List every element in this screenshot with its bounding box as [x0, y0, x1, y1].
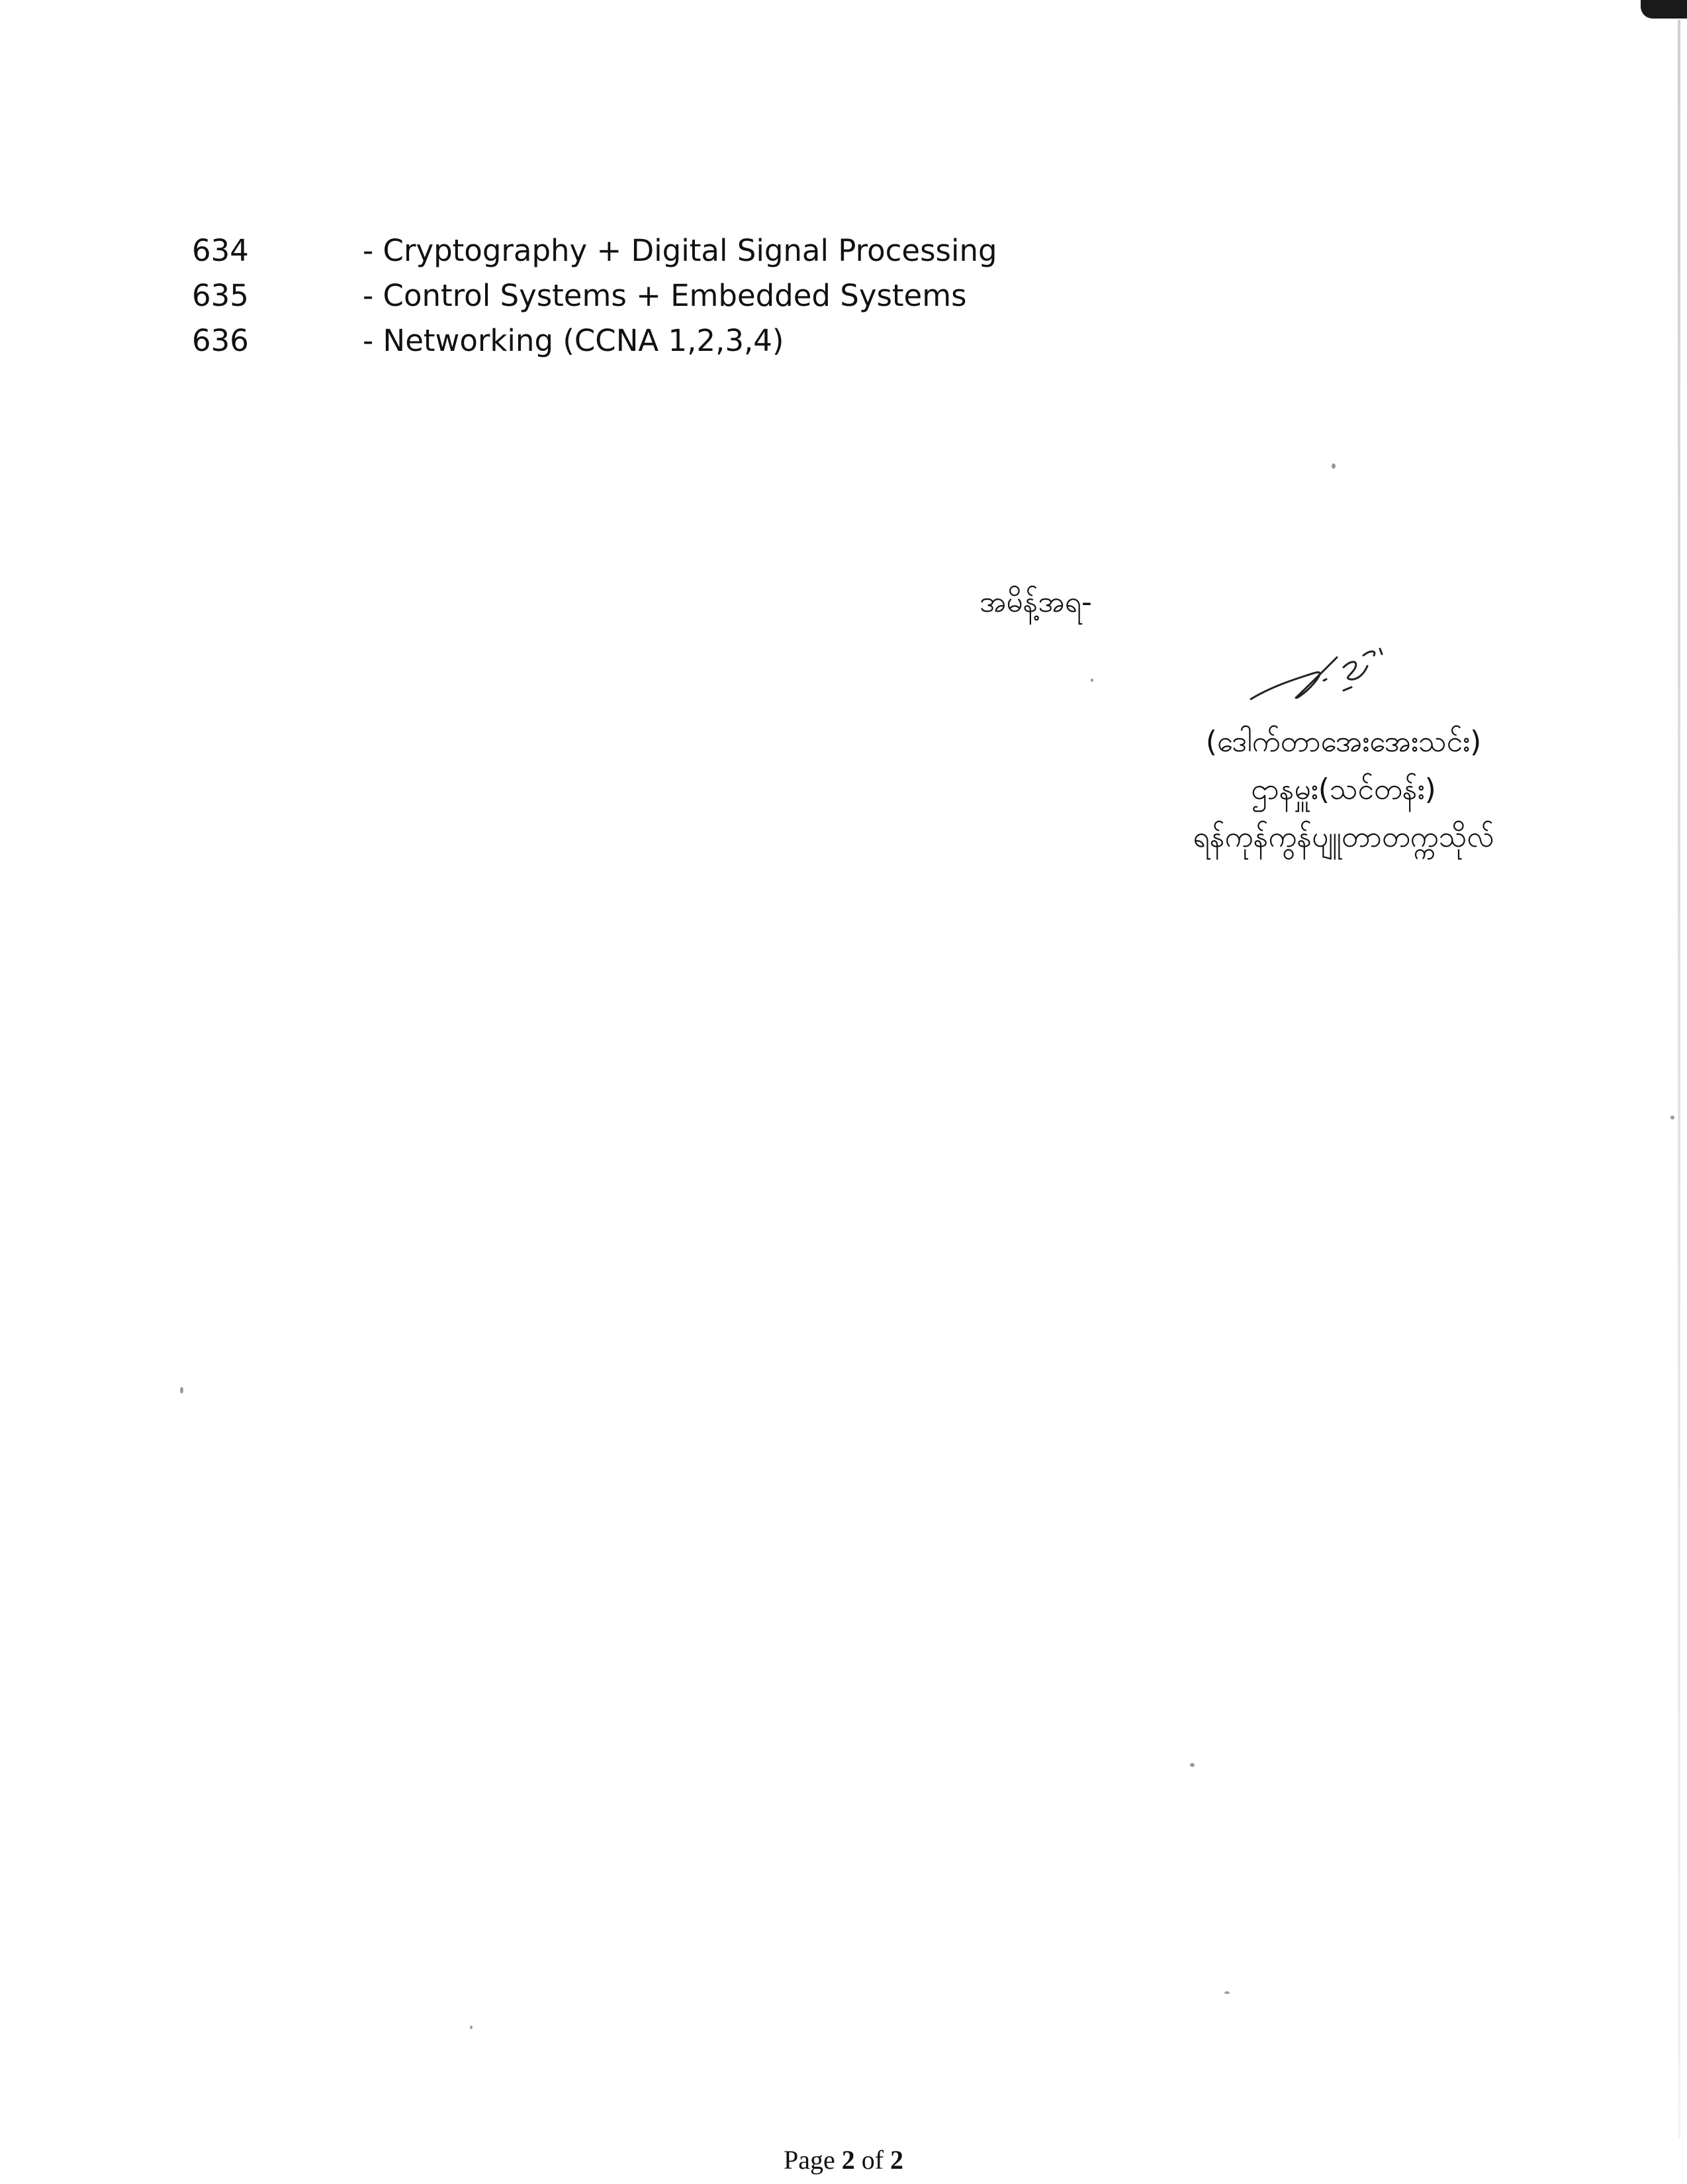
scan-speck	[1332, 463, 1336, 469]
subject-name: - Control Systems + Embedded Systems	[363, 278, 967, 313]
scan-edge-mark	[1641, 0, 1687, 19]
directive-by-order: အမိန့်အရ-	[980, 585, 1092, 619]
page-number-footer	[0, 2144, 1687, 2177]
page-separator: of	[861, 2145, 884, 2175]
signatory-block	[1085, 718, 1602, 861]
handwritten-signature	[1244, 641, 1396, 714]
subject-row	[192, 273, 1118, 318]
subject-code: 635	[192, 278, 249, 313]
signatory-title: ဌာနမှူး(သင်တန်း)	[1251, 773, 1436, 806]
scan-speck	[1190, 1763, 1195, 1767]
scan-speck	[470, 2026, 473, 2029]
scan-speck	[1670, 1116, 1674, 1119]
subject-code: 634	[192, 233, 249, 268]
page-total: 2	[890, 2145, 904, 2175]
subject-name: - Networking (CCNA 1,2,3,4)	[363, 323, 784, 358]
subject-row	[192, 228, 1118, 273]
subject-name: - Cryptography + Digital Signal Processing	[363, 233, 997, 268]
subject-list	[192, 228, 1118, 363]
page-label: Page	[783, 2145, 835, 2175]
signatory-organization: ရန်ကုန်ကွန်ပျူတာတက္ကသိုလ်	[1193, 820, 1494, 854]
scan-edge-shadow	[1678, 20, 1680, 2138]
scan-speck	[180, 1387, 183, 1394]
page-current: 2	[841, 2145, 855, 2175]
scan-speck	[1224, 1991, 1230, 1994]
signatory-name: (ဒေါက်တာအေးအေးသင်း)	[1205, 725, 1482, 759]
scan-speck	[1091, 679, 1093, 682]
subject-row	[192, 318, 1118, 363]
subject-code: 636	[192, 323, 249, 358]
